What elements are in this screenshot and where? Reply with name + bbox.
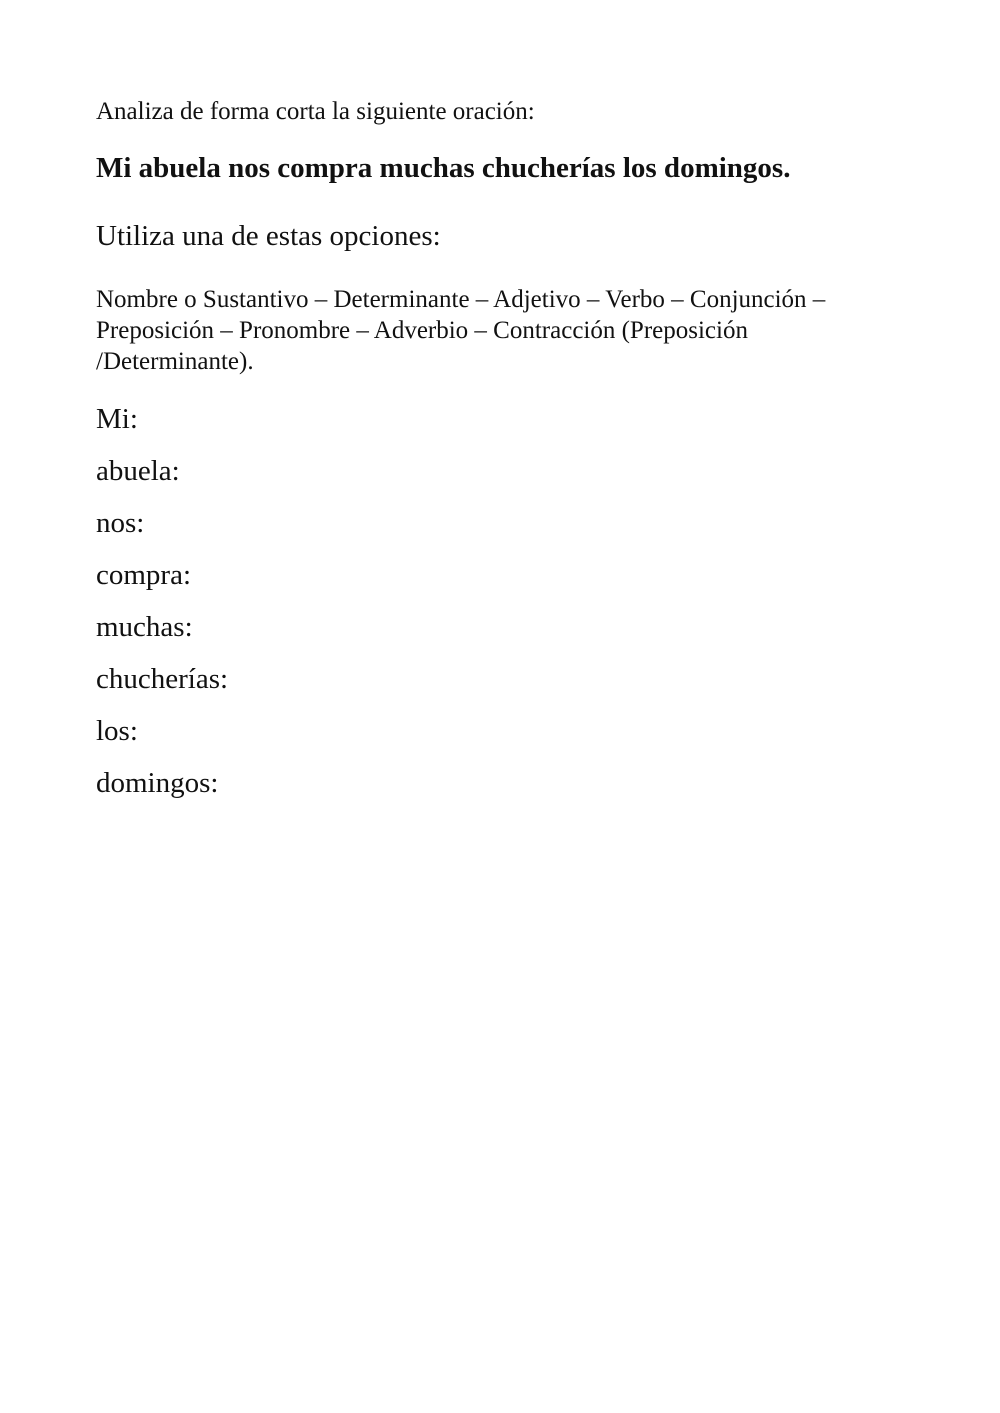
target-sentence: Mi abuela nos compra muchas chucherías los domingos. bbox=[96, 152, 791, 184]
word-item-los: los: bbox=[96, 715, 138, 747]
word-item-mi: Mi: bbox=[96, 403, 138, 435]
word-item-nos: nos: bbox=[96, 507, 145, 539]
word-item-domingos: domingos: bbox=[96, 767, 219, 799]
worksheet-page bbox=[96, 96, 896, 817]
word-item-abuela: abuela: bbox=[96, 455, 180, 487]
word-item-chucherias: chucherías: bbox=[96, 663, 229, 695]
word-analysis-list bbox=[96, 401, 896, 801]
intro-text: Analiza de forma corta la siguiente oración: bbox=[96, 98, 535, 125]
word-item-compra: compra: bbox=[96, 559, 192, 591]
instruction-text: Utiliza una de estas opciones: bbox=[96, 220, 441, 252]
word-item-muchas: muchas: bbox=[96, 611, 193, 643]
options-list: Nombre o Sustantivo – Determinante – Adjetivo – Verbo – Conjunción – Preposición – Pronombre – Adverbio – Contracción (Preposición /Determinante). bbox=[96, 286, 826, 375]
